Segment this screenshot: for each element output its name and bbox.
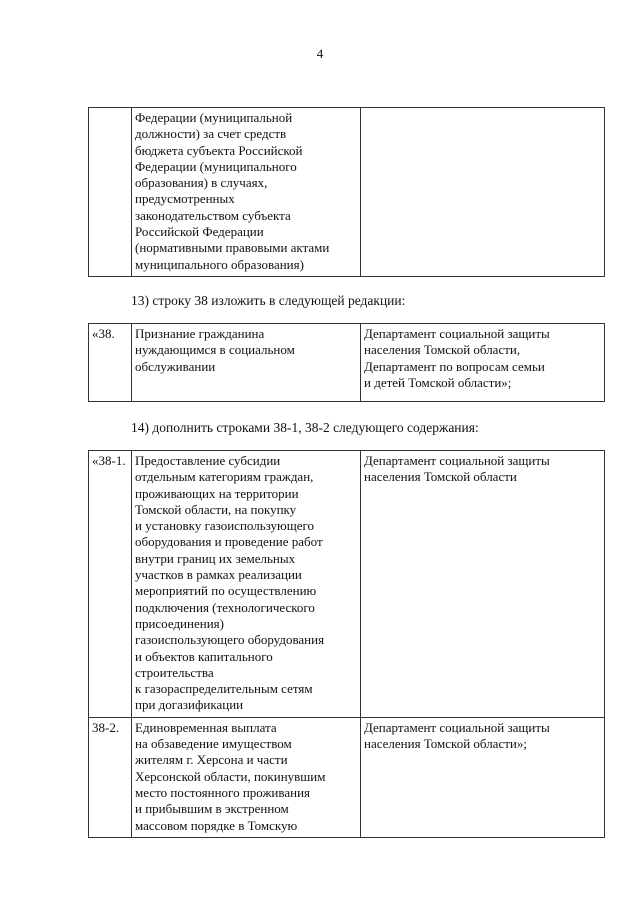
row-number-cell: «38-1. — [89, 451, 132, 718]
text-line: место постоянного проживания — [135, 784, 311, 800]
text-line: и детей Томской области»; — [364, 374, 512, 390]
text-line: на обзаведение имуществом — [135, 736, 292, 752]
text-line: к газораспределительным сетям — [135, 681, 313, 697]
rows-38-1-38-2-table — [88, 450, 605, 838]
table-row — [89, 451, 605, 718]
text-line: нуждающимся в социальном — [135, 342, 295, 358]
page-number: 4 — [316, 46, 324, 61]
text-line: Признание гражданина — [135, 326, 265, 341]
text-line: Единовременная выплата — [135, 719, 277, 735]
text-line: должности) за счет средств — [135, 126, 287, 142]
table-row — [89, 324, 605, 402]
table-row — [89, 717, 605, 837]
text-line: населения Томской области, — [364, 342, 521, 358]
text-line: населения Томской области»; — [364, 736, 527, 752]
department-cell — [361, 717, 605, 837]
text-line: Департамент социальной защиты — [364, 453, 550, 468]
amendment-paragraph-14: 14) дополнить строками 38-1, 38-2 следующего содержания: — [131, 420, 479, 435]
text-line: Херсонской области, покинувшим — [135, 768, 326, 784]
row-number-cell — [89, 108, 132, 277]
text-line: населения Томской области — [364, 469, 517, 485]
service-name-cell — [132, 324, 361, 402]
service-name-cell — [132, 108, 361, 277]
table-row — [89, 108, 605, 277]
text-line: жителям г. Херсона и части — [135, 752, 288, 768]
text-line: Федерации (муниципальной — [135, 110, 293, 125]
text-line: Департамент по вопросам семьи — [364, 358, 545, 374]
text-line: оборудования и проведение работ — [135, 534, 323, 550]
text-line: Предоставление субсидии — [135, 453, 281, 468]
text-line: при догазификации — [135, 697, 244, 713]
text-line: муниципального образования) — [135, 256, 304, 272]
text-line: отдельным категориям граждан, — [135, 469, 314, 485]
text-line: образования) в случаях, — [135, 175, 268, 191]
text-line: Российской Федерации — [135, 224, 264, 240]
text-line: обслуживании — [135, 358, 216, 374]
text-line: подключения (технологического — [135, 599, 315, 615]
continuation-table — [88, 107, 605, 277]
department-cell — [361, 324, 605, 402]
row-number-cell: 38-2. — [89, 717, 132, 837]
text-line: мероприятий по осуществлению — [135, 583, 317, 599]
service-name-cell — [132, 451, 361, 718]
text-line: и объектов капитального — [135, 648, 273, 664]
text-line: газоиспользующего оборудования — [135, 632, 325, 648]
text-line: проживающих на территории — [135, 485, 299, 501]
text-line: предусмотренных — [135, 191, 235, 207]
text-line: массовом порядке в Томскую — [135, 817, 298, 833]
text-line: Томской области, на покупку — [135, 501, 297, 517]
text-line: присоединения) — [135, 615, 224, 631]
text-line: Федерации (муниципального — [135, 158, 297, 174]
text-line: бюджета субъекта Российской — [135, 142, 303, 158]
text-line: участков в рамках реализации — [135, 567, 302, 583]
text-line: законодательством субъекта — [135, 207, 291, 223]
text-line: и установку газоиспользующего — [135, 518, 315, 534]
amendment-paragraph-13: 13) строку 38 изложить в следующей редакции: — [131, 293, 406, 308]
department-cell — [361, 451, 605, 718]
service-name-cell — [132, 717, 361, 837]
row-number-cell: «38. — [89, 324, 132, 402]
text-line: (нормативными правовыми актами — [135, 240, 330, 256]
row-38-table — [88, 323, 605, 402]
text-line: и прибывшим в экстренном — [135, 801, 289, 817]
text-line: строительства — [135, 664, 214, 680]
text-line: Департамент социальной защиты — [364, 719, 550, 735]
department-cell — [361, 108, 605, 277]
text-line: Департамент социальной защиты — [364, 326, 550, 341]
text-line: внутри границ их земельных — [135, 550, 296, 566]
